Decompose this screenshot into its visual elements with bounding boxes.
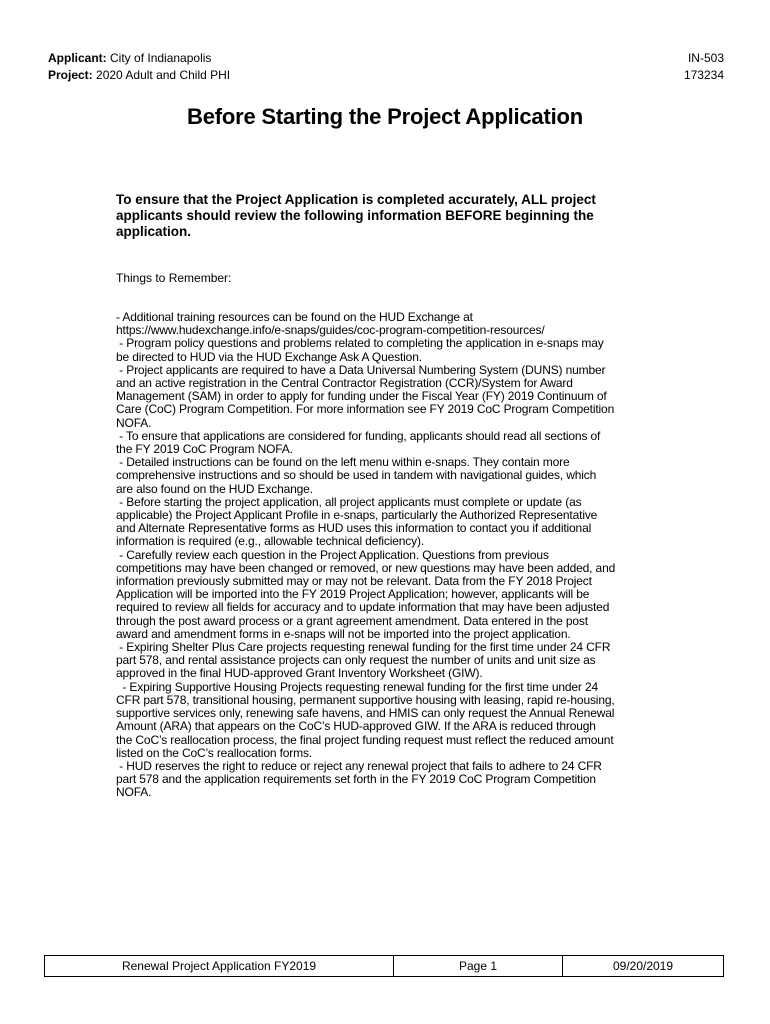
footer-form-name: Renewal Project Application FY2019 — [45, 956, 394, 976]
project-number: 173234 — [683, 68, 724, 82]
instructions-body — [116, 311, 660, 800]
body-line: approved in the final HUD-approved Grant Inventory Worksheet (GIW). — [116, 666, 483, 681]
body-line: through the post award process or a grant agreement amendment. Data entered in the post — [116, 613, 588, 628]
body-line: - Program policy questions and problems related to completing the application in e-snaps may — [116, 336, 604, 351]
body-line: CFR part 578, transitional housing, permanent supportive housing with leasing, rapid re-housing, — [116, 692, 615, 707]
intro-paragraph: To ensure that the Project Application is completed accurately, ALL project applicants should review the following information BEFORE beginning the application. — [116, 192, 596, 239]
applicant-label: Applicant: — [48, 51, 107, 65]
body-line: comprehensive instructions and so should be used in tandem with navigational guides, which — [116, 468, 597, 483]
body-line: - Expiring Shelter Plus Care projects requesting renewal funding for the first time under 24 CFR — [116, 640, 611, 655]
body-line: award and amendment forms in e-snaps will not be imported into the project application. — [116, 626, 571, 641]
body-line: and Alternate Representative forms as HUD uses this information to contact you if additional — [116, 521, 592, 536]
body-line: the CoC’s reallocation process, the final project funding request must reflect the reduced amount — [116, 732, 614, 747]
body-line: - Detailed instructions can be found on the left menu within e-snaps. They contain more — [116, 455, 570, 470]
body-line: https://www.hudexchange.info/e-snaps/guides/coc-program-competition-resources/ — [116, 323, 545, 338]
things-to-remember-heading: Things to Remember: — [116, 271, 232, 285]
body-line: Amount (ARA) that appears on the CoC’s HUD-approved GIW. If the ARA is reduced through — [116, 719, 596, 734]
header-row-applicant — [48, 50, 724, 67]
body-line: - HUD reserves the right to reduce or reject any renewal project that fails to adhere to 24 CFR — [116, 758, 602, 773]
body-line: are also found on the HUD Exchange. — [116, 481, 313, 496]
body-line: applicable) the Project Applicant Profile in e-snaps, particularly the Authorized Representative — [116, 508, 598, 523]
applicant-info — [48, 50, 211, 67]
body-line: and an active registration in the Central Contractor Registration (CCR)/System for Award — [116, 376, 573, 391]
body-line: part 578, and rental assistance projects can only request the number of units and unit size as — [116, 653, 596, 668]
body-line: information previously submitted may or may not be relevant. Data from the FY 2018 Project — [116, 574, 592, 589]
body-line: part 578 and the application requirements set forth in the FY 2019 CoC Program Competition — [116, 772, 596, 787]
project-value: 2020 Adult and Child PHI — [96, 68, 231, 82]
body-line: - Expiring Supportive Housing Projects requesting renewal funding for the first time under 24 — [116, 679, 599, 694]
body-line: NOFA. — [116, 415, 152, 430]
body-line: required to review all fields for accuracy and to update information that may have been adjusted — [116, 600, 610, 615]
body-line: Care (CoC) Program Competition. For more information see FY 2019 CoC Program Competition — [116, 402, 615, 417]
footer-date: 09/20/2019 — [612, 959, 674, 973]
body-line: Application will be imported into the FY 2019 Project Application; however, applicants will be — [116, 587, 590, 602]
body-line: - Carefully review each question in the Project Application. Questions from previous — [116, 547, 549, 562]
coc-code: IN-503 — [687, 51, 724, 65]
page-footer — [44, 955, 724, 977]
body-line: competitions may have been changed or removed, or new questions may have been added, and — [116, 560, 616, 575]
project-info — [48, 67, 230, 84]
page-header — [48, 50, 724, 84]
applicant-value: City of Indianapolis — [110, 51, 212, 65]
body-line: the FY 2019 CoC Program NOFA. — [116, 442, 293, 457]
body-line: listed on the CoC’s reallocation forms. — [116, 745, 313, 760]
body-line: - Additional training resources can be found on the HUD Exchange at — [116, 310, 473, 324]
body-line: - Before starting the project application, all project applicants must complete or update (as — [116, 494, 582, 509]
body-line: - To ensure that applications are considered for funding, applicants should read all sections of — [116, 428, 601, 443]
body-line: supportive services only, renewing safe havens, and HMIS can only request the Annual Renewal — [116, 706, 615, 721]
header-row-project — [48, 67, 724, 84]
body-line: be directed to HUD via the HUD Exchange Ask A Question. — [116, 349, 422, 364]
body-line: - Project applicants are required to have a Data Universal Numbering System (DUNS) number — [116, 362, 606, 377]
footer-page-number: Page 1 — [394, 956, 563, 976]
page-title: Before Starting the Project Application — [187, 104, 583, 129]
project-label: Project: — [48, 68, 93, 82]
body-line: information is required (e.g., allowable technical deficiency). — [116, 534, 425, 549]
body-line: Management (SAM) in order to apply for funding under the Fiscal Year (FY) 2019 Continuum of — [116, 389, 607, 404]
body-line: NOFA. — [116, 785, 152, 800]
